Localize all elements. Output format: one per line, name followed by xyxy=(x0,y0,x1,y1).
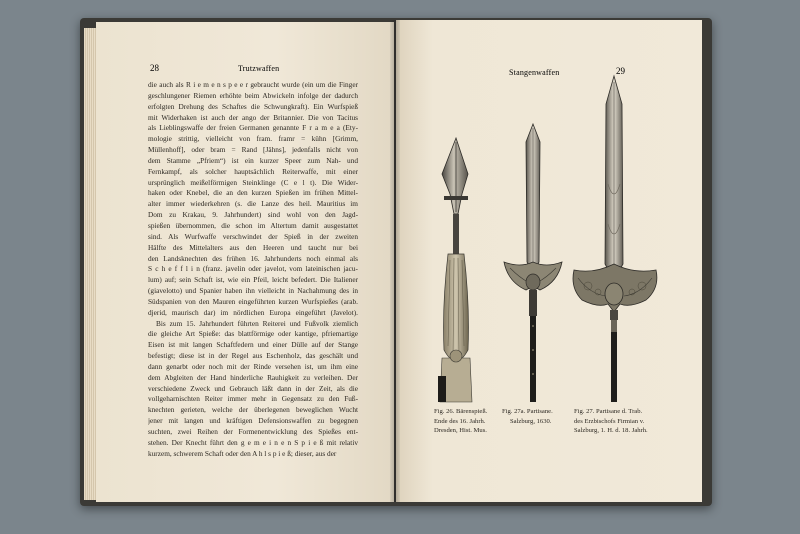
text-line: sind. Als Wurfwaffe verschwindet der Spieß in der zweiten xyxy=(148,231,358,241)
caption-line: Fig. 27a. Partisane. xyxy=(502,408,553,415)
text-line: befestigt; diese ist in der Regel aus Eschenholz, das geschält und xyxy=(148,351,358,361)
text-line: djerid, maurisch dar) im nördlichen Europa eingeführt (Javelot). xyxy=(148,307,358,317)
text-line: die gleiche Art Spieße: das blattförmige oder kantige, pfriemartige xyxy=(148,329,358,339)
text-line: stehen. Der Knecht führt den g e m e i n e n S p i e ß mit relativ xyxy=(148,437,358,447)
text-line: mologie strittig, vielleicht von fram. framr = kühn [Grimm, xyxy=(148,134,358,144)
text-line: Hälfte des Mittelalters aus den Heeren und taucht nur bei xyxy=(148,242,358,252)
text-line: S c h e f f l i n (franz. javelin oder javelot, vom lateinischen jacu- xyxy=(148,264,358,274)
text-line: als Lieblingswaffe der freien Germanen genannte F r a m e a (Ety- xyxy=(148,123,358,133)
text-line: haken oder Knebel, die an den kurzen Spießen im frühen Mittel- xyxy=(148,188,358,198)
text-line: Bis zum 15. Jahrhundert führten Reiterei und Fußvolk ziemlich xyxy=(156,318,358,328)
text-line: dem Abgleiten der Hand hinderliche Rauhigkeit zu verleihen. Der xyxy=(148,372,358,382)
book-gutter xyxy=(390,20,400,502)
right-running-head: Stangenwaffen xyxy=(509,68,560,77)
partisan-illustration xyxy=(500,122,566,404)
text-line: lum) auf; sein Schaft ist, wie ein Pfeil, leicht befedert. Die Italiener xyxy=(148,275,358,285)
text-line: Fernkampf, als solcher hauptsächlich Reiterwaffe, mit einer xyxy=(148,166,358,176)
text-line: den Landsknechten des frühen 16. Jahrhunderts noch einmal als xyxy=(148,253,358,263)
text-line: kurzem, schwerem Schaft oder den A h l s p i e ß; dieser, aus der xyxy=(148,448,337,458)
caption-line: Salzburg, 1630. xyxy=(510,417,552,425)
text-line: dann genarbt oder noch mit der Rinde versehen ist, um ihm eine xyxy=(148,361,358,371)
text-line: erfolgten Drehung des Schaftes die Schwungkraft). Ein Wurfspieß xyxy=(148,101,358,111)
text-line: alter immer wiederkehren (s. die Lanze des heil. Mauritius im xyxy=(148,199,358,209)
figure-26-caption xyxy=(434,407,487,436)
left-running-head: Trutzwaffen xyxy=(238,64,280,73)
caption-line: des Erzbischofs Firmian v. xyxy=(574,417,645,425)
text-line: (giavelotto) und Spanier haben ihn vielleicht in Nachahmung des in xyxy=(148,286,358,296)
caption-line: Dresden, Hist. Mus. xyxy=(434,427,487,434)
left-page-number: 28 xyxy=(150,63,159,73)
text-line: mit Widerhaken ist auch der ango der Britannier. Die von Tacitus xyxy=(148,112,358,122)
guard-partisan-illustration xyxy=(568,74,664,404)
figure-27-caption xyxy=(574,407,648,436)
caption-line: Ende des 16. Jahrh. xyxy=(434,417,486,425)
text-line: Eisen ist mit langen Schaftfedern und einer Dülle auf der Stange xyxy=(148,340,358,350)
left-body-text xyxy=(148,80,358,460)
text-line: jener mit langen und kräftigen Defensionswaffen zu begegnen xyxy=(148,416,358,426)
text-line: die auch als R i e m e n s p e e r gebraucht wurde (ein um die Finger xyxy=(148,80,358,89)
caption-line: Fig. 26. Bärenspieß. xyxy=(434,408,488,415)
text-line: Südspanien von den Mauren eingeführten kurzen Wurfspießes (arab. xyxy=(148,296,358,306)
text-line: geschlungener Riemen erhöhte beim Abwickeln infolge der dadurch xyxy=(148,90,358,100)
bear-spear-illustration xyxy=(428,136,488,406)
right-page-number: 29 xyxy=(616,66,625,76)
caption-line: Salzburg, 1. H. d. 18. Jahrh. xyxy=(574,427,648,434)
text-line: verschiedene Zweck und Gebrauch läßt dann in der Zeit, als die xyxy=(148,383,358,393)
text-line: Dom zu Krakau, 9. Jahrhundert) sind wohl von den Jagd- xyxy=(148,210,358,220)
text-line: dem Stamme „Pfriem“) ist ein kurzer Speer zum Nah- und xyxy=(148,155,358,165)
text-line: suchten, zwei Reihen der Formenentwicklung des Spießes ent- xyxy=(148,427,358,436)
text-line: spießen übernommen, die schon im Altertum damit ausgestattet xyxy=(148,220,358,230)
caption-line: Fig. 27. Partisane d. Trab. xyxy=(574,408,643,415)
text-line: vollgeharnischten Reiter immer mehr in Gegensatz zu den Fuß- xyxy=(148,394,358,404)
text-line: knechten gerieten, welche der überlegenen beweglichen Wucht xyxy=(148,405,358,415)
text-line: ursprünglich meißelförmigen Steinklinge (C e l t). Die Wider- xyxy=(148,177,358,187)
figure-27a-caption xyxy=(502,407,553,426)
text-line: Müllenhoff], oder bram = Rand [Jähns], jedenfalls nicht von xyxy=(148,145,358,155)
